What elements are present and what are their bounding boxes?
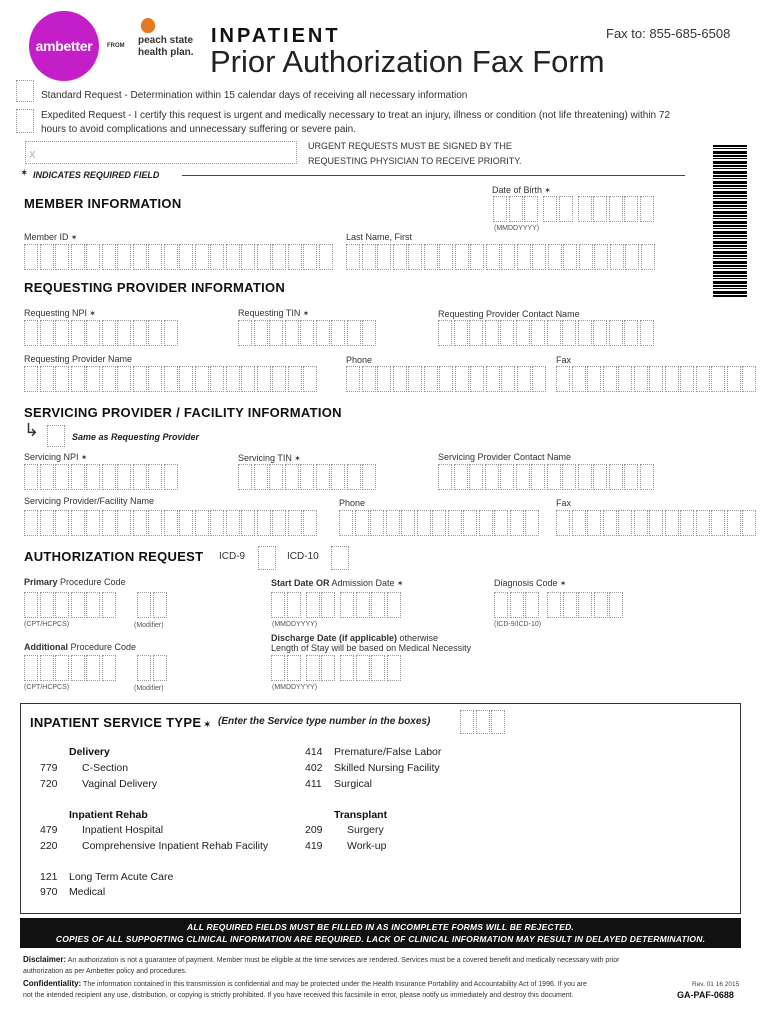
required-divider: [182, 175, 685, 176]
urgent-note-1: URGENT REQUESTS MUST BE SIGNED BY THE: [308, 141, 512, 151]
form-id: GA-PAF-0688: [677, 990, 734, 1000]
discharge-date-format: (MMDDYYYY): [272, 684, 318, 691]
requesting-section-title: REQUESTING PROVIDER INFORMATION: [24, 280, 286, 295]
svc-contact-label: Servicing Provider Contact Name: [438, 452, 572, 462]
disclaimer: Disclaimer: An authorization is not a guarantee of payment. Member must be eligible at the time services are rendered. Services must be a covered benefit and medically necessary with prior authorization as per Ambetter policy and procedures.: [23, 955, 620, 975]
svc-tin-boxes[interactable]: [238, 464, 378, 490]
partner-line2: health plan.: [138, 47, 194, 58]
servicing-section-title: SERVICING PROVIDER / FACILITY INFORMATION: [24, 405, 342, 420]
premature-labor: Premature/False Labor: [334, 746, 442, 758]
svc-fax-label: Fax: [556, 498, 572, 508]
primary-modifier-boxes[interactable]: [137, 592, 168, 618]
icd10-checkbox[interactable]: [331, 546, 349, 570]
code-720: 720: [40, 778, 58, 790]
medical: Medical: [69, 886, 106, 898]
delivery-heading: Delivery: [69, 746, 110, 758]
req-tin-label: Requesting TIN ✶: [238, 308, 309, 318]
code-220: 220: [40, 840, 58, 852]
dob-boxes[interactable]: [493, 196, 655, 222]
revision: Rev. 01 16 2015: [692, 981, 740, 988]
transplant-heading: Transplant: [334, 809, 388, 821]
discharge-label: Discharge Date (if applicable) otherwise: [271, 633, 439, 643]
transplant-surgery: Surgery: [347, 824, 384, 836]
icd9-checkbox[interactable]: [258, 546, 276, 570]
additional-proc-label: Additional Procedure Code: [24, 642, 137, 652]
vaginal-delivery: Vaginal Delivery: [82, 778, 158, 790]
primary-proc-boxes[interactable]: [24, 592, 117, 618]
code-419: 419: [305, 840, 323, 852]
signature-mark: X: [29, 150, 36, 161]
banner-line-1: ALL REQUIRED FIELDS MUST BE FILLED IN AS INCOMPLETE FORMS WILL BE REJECTED.: [187, 922, 574, 932]
rehab-heading: Inpatient Rehab: [69, 809, 148, 821]
svc-name-boxes[interactable]: [24, 510, 319, 536]
service-type-title: INPATIENT SERVICE TYPE ✶: [30, 715, 211, 730]
confidentiality: Confidentiality: The information contained in this transmission is confidential and may be protected under the Health Insurance Portability and Accountability Act of 1996. If you are not the intended recipient any use, distribution, or copying is strictly prohibited. If you have received this facsimile in error, please notify us immediately and destroy this document.: [23, 979, 587, 999]
svc-fax-boxes[interactable]: [556, 510, 756, 536]
skilled-nursing: Skilled Nursing Facility: [334, 762, 440, 774]
diagnosis-label: Diagnosis Code ✶: [494, 578, 566, 588]
last-first-label: Last Name, First: [346, 232, 413, 242]
req-name-boxes[interactable]: [24, 366, 319, 392]
additional-cpt-format: (CPT/HCPCS): [24, 684, 70, 691]
modifier-format: (Modifier): [134, 622, 164, 629]
warning-banner: [20, 918, 741, 948]
start-date-label: Start Date OR Admission Date ✶: [271, 578, 403, 588]
code-411: 411: [305, 778, 322, 790]
req-contact-boxes[interactable]: [438, 320, 655, 346]
ambetter-logo-text: ambetter: [35, 38, 93, 54]
from-label: FROM: [107, 43, 125, 49]
start-date-boxes[interactable]: [271, 592, 402, 618]
discharge-date-boxes[interactable]: [271, 655, 402, 681]
code-779: 779: [40, 762, 58, 774]
member-section-title: MEMBER INFORMATION: [24, 196, 182, 211]
service-type-instruction: (Enter the Service type number in the boxes): [218, 716, 431, 727]
additional-modifier-format: (Modifier): [134, 685, 164, 692]
req-npi-label: Requesting NPI ✶: [24, 308, 96, 318]
code-479: 479: [40, 824, 58, 836]
icd9-label: ICD-9: [219, 551, 246, 562]
additional-proc-boxes[interactable]: [24, 655, 117, 681]
expedited-request-checkbox[interactable]: [16, 109, 34, 133]
c-section: C-Section: [82, 762, 129, 774]
svc-name-label: Servicing Provider/Facility Name: [24, 496, 155, 506]
surgical: Surgical: [334, 778, 372, 790]
arrow-icon: ↳: [24, 420, 40, 440]
banner-line-2: COPIES OF ALL SUPPORTING CLINICAL INFORMATION ARE REQUIRED. LACK OF CLINICAL INFORMATION MAY RESULT IN DELAYED DETERMINATION.: [55, 934, 706, 944]
code-209: 209: [305, 824, 323, 836]
svc-contact-boxes[interactable]: [438, 464, 655, 490]
standard-request-checkbox[interactable]: [16, 80, 34, 102]
same-as-checkbox[interactable]: [47, 425, 65, 447]
code-970: 970: [40, 886, 58, 898]
transplant-workup: Work-up: [347, 840, 387, 852]
svc-phone-boxes[interactable]: [339, 510, 541, 536]
discharge-label-2: Length of Stay will be based on Medical Necessity: [271, 643, 472, 653]
member-id-boxes[interactable]: [24, 244, 334, 270]
cpt-format: (CPT/HCPCS): [24, 621, 70, 628]
standard-request-label: Standard Request - Determination within 15 calendar days of receiving all necessary information: [41, 90, 468, 101]
svc-npi-boxes[interactable]: [24, 464, 179, 490]
additional-modifier-boxes[interactable]: [137, 655, 168, 681]
required-star-icon: ✶: [20, 168, 29, 179]
barcode: [713, 145, 747, 297]
dob-format: (MMDDYYYY): [494, 225, 540, 232]
member-id-label: Member ID ✶: [24, 232, 77, 242]
partner-line1: peach state: [138, 35, 194, 46]
form-title: Prior Authorization Fax Form: [210, 44, 605, 79]
code-414: 414: [305, 746, 323, 758]
service-type-boxes[interactable]: [460, 710, 507, 734]
icd10-label: ICD-10: [287, 551, 319, 562]
svc-npi-label: Servicing NPI ✶: [24, 452, 87, 462]
long-term-acute: Long Term Acute Care: [69, 871, 174, 883]
expedited-request-label-2: hours to avoid complications and unnecessary suffering or severe pain.: [41, 124, 356, 135]
same-as-label: Same as Requesting Provider: [72, 432, 200, 442]
req-fax-label: Fax: [556, 355, 572, 365]
diagnosis-boxes[interactable]: [494, 592, 625, 618]
req-phone-label: Phone: [346, 355, 373, 365]
member-name-boxes[interactable]: [346, 244, 656, 270]
code-402: 402: [305, 762, 323, 774]
code-121: 121: [40, 871, 58, 883]
required-note: INDICATES REQUIRED FIELD: [33, 170, 160, 180]
comprehensive-rehab: Comprehensive Inpatient Rehab Facility: [82, 840, 269, 852]
dob-label: Date of Birth ✶: [492, 185, 551, 195]
form-kicker: INPATIENT: [211, 25, 341, 47]
expedited-request-label: Expedited Request - I certify this request is urgent and medically necessary to treat an injury, illness or condition (not life threatening) within 72: [41, 110, 671, 121]
urgent-note-2: REQUESTING PHYSICIAN TO RECEIVE PRIORITY.: [308, 156, 522, 166]
fax-number: Fax to: 855-685-6508: [606, 26, 731, 41]
req-npi-boxes[interactable]: [24, 320, 179, 346]
authorization-section-title: AUTHORIZATION REQUEST: [24, 549, 204, 564]
svc-tin-label: Servicing TIN ✶: [238, 453, 301, 463]
icd-format: (ICD-9/ICD-10): [494, 621, 542, 628]
start-date-format: (MMDDYYYY): [272, 621, 318, 628]
inpatient-hospital: Inpatient Hospital: [82, 824, 164, 836]
req-phone-boxes[interactable]: [346, 366, 548, 392]
req-name-label: Requesting Provider Name: [24, 354, 133, 364]
physician-signature-field[interactable]: [25, 141, 297, 164]
req-contact-label: Requesting Provider Contact Name: [438, 309, 580, 319]
req-fax-boxes[interactable]: [556, 366, 756, 392]
peach-state-logo-icon: [141, 18, 155, 33]
svc-phone-label: Phone: [339, 498, 366, 508]
primary-proc-label: Primary Procedure Code: [24, 577, 126, 587]
req-tin-boxes[interactable]: [238, 320, 378, 346]
